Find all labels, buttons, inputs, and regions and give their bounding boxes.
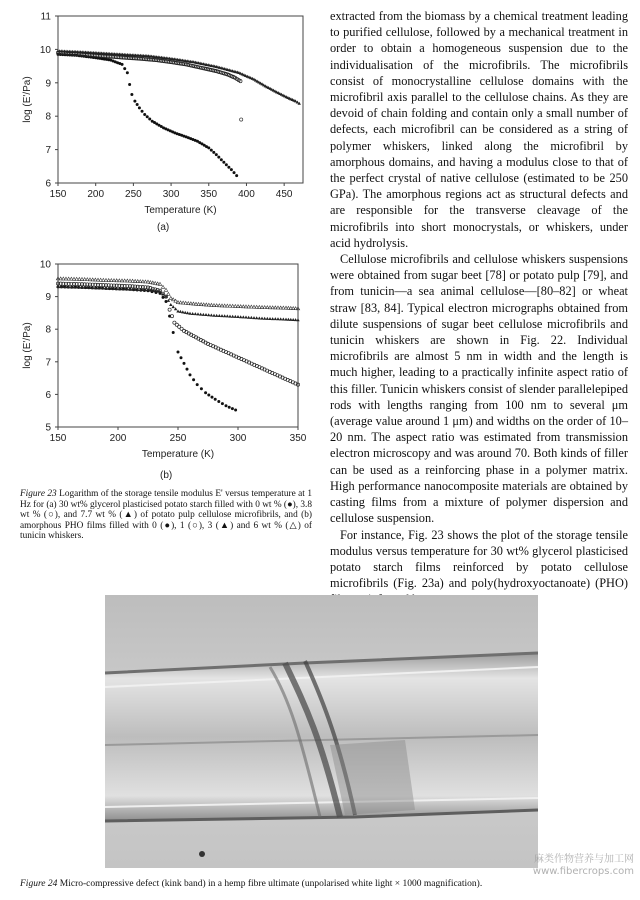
- data-point: [177, 351, 180, 354]
- y-tick-label: 6: [45, 178, 51, 190]
- plot-frame: [58, 16, 303, 183]
- data-point: [296, 318, 299, 321]
- data-point: [260, 317, 263, 320]
- data-point: [207, 146, 210, 149]
- data-point: [181, 310, 184, 313]
- figure-23a-label: (a): [157, 222, 170, 233]
- figure-24-caption-text: Micro-compressive defect (kink band) in a hemp fibre ultimate (unpolarised white light × 1000 magnification).: [59, 879, 483, 889]
- data-point: [164, 288, 167, 291]
- y-axis-label: log (E'/Pa): [22, 322, 33, 369]
- data-point: [240, 118, 243, 121]
- data-point: [148, 117, 151, 120]
- data-point: [169, 296, 172, 299]
- data-point: [133, 100, 136, 103]
- data-point: [183, 362, 186, 365]
- data-point: [200, 387, 203, 390]
- data-point: [204, 313, 207, 316]
- data-point: [226, 314, 229, 317]
- x-tick-label: 350: [200, 189, 218, 200]
- x-tick-label: 150: [49, 433, 67, 444]
- data-point: [231, 315, 234, 318]
- data-point: [276, 317, 279, 320]
- data-point: [222, 161, 225, 164]
- x-tick-label: 400: [238, 189, 255, 200]
- y-axis-label: log (E'/Pa): [22, 76, 33, 123]
- data-point: [221, 402, 224, 405]
- data-point: [223, 314, 226, 317]
- data-point: [141, 110, 144, 113]
- y-tick-label: 6: [45, 389, 51, 401]
- data-point: [192, 378, 195, 381]
- data-point: [130, 93, 133, 96]
- x-tick-label: 150: [49, 189, 67, 200]
- data-point: [227, 166, 230, 169]
- data-point: [220, 158, 223, 161]
- figure-23-caption-lead: Figure 23: [20, 489, 57, 499]
- data-point: [217, 156, 220, 159]
- body-paragraph: extracted from the biomass by a chemical treatment leading to purified cellulose, followed by a mechanical treatment in order to obtain a homogeneous suspension due to the individualisation of the microfibrils. The microfibrils consist of monocrystalline cellulose domains with the microfibril axis parallel to the cellulose chains. As they are devoid of chain folding and contain only a small number of defects, each microfibril can be considered as a string of polymer whiskers, linked along the microfibril by amorphous domains, and having a modulus close to that of the perfect crystal of native cellulose (estimated to be 250 GPa). The amorphous regions act as structural defects and are responsible for the transverse cleavage of the microfibrils into short monocrystals, or whiskers, under acid hydrolysis.: [330, 9, 628, 250]
- data-point: [233, 171, 236, 174]
- data-point: [169, 303, 172, 306]
- data-point: [234, 315, 237, 318]
- data-point: [268, 317, 271, 320]
- data-point: [263, 317, 266, 320]
- x-tick-label: 250: [125, 189, 142, 200]
- data-point: [271, 317, 274, 320]
- data-point: [225, 163, 228, 166]
- x-tick-label: 200: [87, 189, 105, 200]
- x-tick-label: 300: [162, 189, 180, 200]
- data-point: [242, 315, 245, 318]
- x-axis-label: Temperature (K): [144, 205, 217, 216]
- data-point: [188, 312, 191, 315]
- figure-24-caption: [20, 879, 620, 890]
- figure-23b-chart: [0, 250, 320, 480]
- body-paragraph: Cellulose microfibrils and cellulose whiskers suspensions were obtained from sugar beet [78] or potato pulp [79], and from tunicin—a sea animal cellulose—[80–82] or wheat straw [83, 84]. Typical electron micrographs obtained from dilute suspensions of sugar beet cellulose microfibrils and tunicin whiskers are shown in Fig. 22. Individual microfibrils are almost 5 nm in width and the length is much higher, leading to a practically infinite aspect ratio of this filler. Tunicin whiskers consist of slender parallelepiped rods with lengths ranging from 100 nm to several μm (average value around 1 μm) and widths on the order of 10–20 nm. The aspect ratio was estimated from transmission electron microscopy and was around 70. Both kinds of filler can be used as a reinforcing phase in a polymer matrix. High performance nanocomposite materials are obtained by casting films from a mixture of polymer dispersion and cellulose suspension.: [330, 252, 628, 526]
- data-point: [228, 315, 231, 318]
- figure-24-caption-lead: Figure 24: [20, 879, 58, 889]
- data-point: [162, 296, 165, 299]
- data-point: [210, 313, 213, 316]
- data-point: [214, 398, 217, 401]
- watermark: [533, 854, 634, 878]
- data-point: [207, 313, 210, 316]
- data-point: [207, 393, 210, 396]
- data-point: [215, 153, 218, 156]
- data-point: [252, 316, 255, 319]
- data-point: [123, 67, 126, 70]
- data-point: [225, 404, 228, 407]
- y-tick-label: 9: [45, 78, 51, 90]
- data-point: [138, 106, 141, 109]
- data-point: [168, 308, 171, 311]
- data-point: [186, 368, 189, 371]
- data-point: [121, 63, 124, 66]
- data-point: [194, 312, 197, 315]
- y-tick-label: 10: [39, 44, 51, 56]
- plot-frame: [58, 264, 298, 427]
- data-point: [189, 373, 192, 376]
- data-point: [184, 311, 187, 314]
- body-paragraph: For instance, Fig. 23 shows the plot of the storage tensile modulus versus temperature for 30 wt% glycerol plasticised potato starch films reinforced by potato cellulose microfibrils (Fig. 23a) and poly(hydroxyoctanoate) (PHO): [330, 527, 628, 591]
- data-point: [211, 396, 214, 399]
- data-point: [228, 406, 231, 409]
- data-point: [158, 282, 161, 285]
- y-tick-label: 5: [45, 422, 51, 434]
- data-point: [146, 115, 149, 118]
- data-point: [210, 149, 213, 152]
- data-point: [282, 318, 285, 321]
- data-point: [274, 317, 277, 320]
- figure-23a-plot: [0, 0, 320, 230]
- y-tick-label: 10: [39, 259, 51, 271]
- y-tick-label: 8: [45, 324, 51, 336]
- data-point: [126, 71, 129, 74]
- y-tick-label: 11: [40, 11, 51, 23]
- data-point: [180, 356, 183, 359]
- data-point: [279, 317, 282, 320]
- data-point: [244, 316, 247, 319]
- data-point: [236, 315, 239, 318]
- data-point: [179, 310, 182, 313]
- data-point: [161, 285, 164, 288]
- x-tick-label: 350: [289, 433, 307, 444]
- data-point: [239, 315, 242, 318]
- data-point: [191, 312, 194, 315]
- data-point: [247, 316, 250, 319]
- x-tick-label: 300: [229, 433, 247, 444]
- hemp-fibre-kink-band-image: [105, 595, 538, 868]
- data-point: [231, 407, 234, 410]
- data-point: [217, 400, 220, 403]
- data-point: [258, 316, 261, 319]
- data-point: [172, 331, 175, 334]
- data-point: [136, 103, 139, 106]
- data-point: [266, 317, 269, 320]
- figure-23b-label: (b): [160, 470, 173, 481]
- figure-23-caption: [20, 489, 312, 542]
- data-point: [202, 313, 205, 316]
- x-tick-label: 450: [275, 189, 293, 200]
- data-point: [215, 314, 218, 317]
- data-point: [167, 292, 170, 295]
- data-point: [186, 311, 189, 314]
- watermark-line-1: 麻类作物营养与加工网: [534, 854, 634, 865]
- x-tick-label: 250: [169, 433, 187, 444]
- x-axis-label: Temperature (K): [141, 449, 215, 460]
- data-point: [199, 313, 202, 316]
- data-point: [250, 316, 253, 319]
- data-point: [204, 391, 207, 394]
- data-point: [234, 409, 237, 412]
- data-point: [230, 168, 233, 171]
- figure-23-caption-text: Logarithm of the storage tensile modulus E' versus temperature at 1 Hz for (a) 30 wt% glycerol plasticised potato starch filled with 0 wt % (●), 3.8 wt % (○), and 7.7 wt % (▲) of potato pulp cellulose microfibrils, and (b) amorphous PHO films filled with 0 (●), 1 (○), 3 (▲) and 6 wt % (△) of tunicin whiskers.: [20, 489, 312, 542]
- y-tick-label: 8: [45, 111, 51, 123]
- figure-24-micrograph: [105, 595, 538, 868]
- x-tick-label: 200: [109, 433, 127, 444]
- data-point: [218, 314, 221, 317]
- data-point: [128, 83, 131, 86]
- watermark-line-2: www.fibercrops.com: [532, 866, 634, 877]
- figure-23b-plot: [0, 250, 320, 480]
- figure-23a-chart: [0, 0, 320, 230]
- y-tick-label: 9: [45, 292, 51, 304]
- data-point: [212, 151, 215, 154]
- y-tick-label: 7: [45, 145, 51, 157]
- data-point: [196, 312, 199, 315]
- data-point: [220, 314, 223, 317]
- data-point: [255, 316, 258, 319]
- data-point: [196, 383, 199, 386]
- y-tick-label: 7: [45, 357, 51, 369]
- data-point: [143, 113, 146, 116]
- body-text-column: [330, 8, 628, 608]
- data-point: [212, 314, 215, 317]
- data-point: [235, 174, 238, 177]
